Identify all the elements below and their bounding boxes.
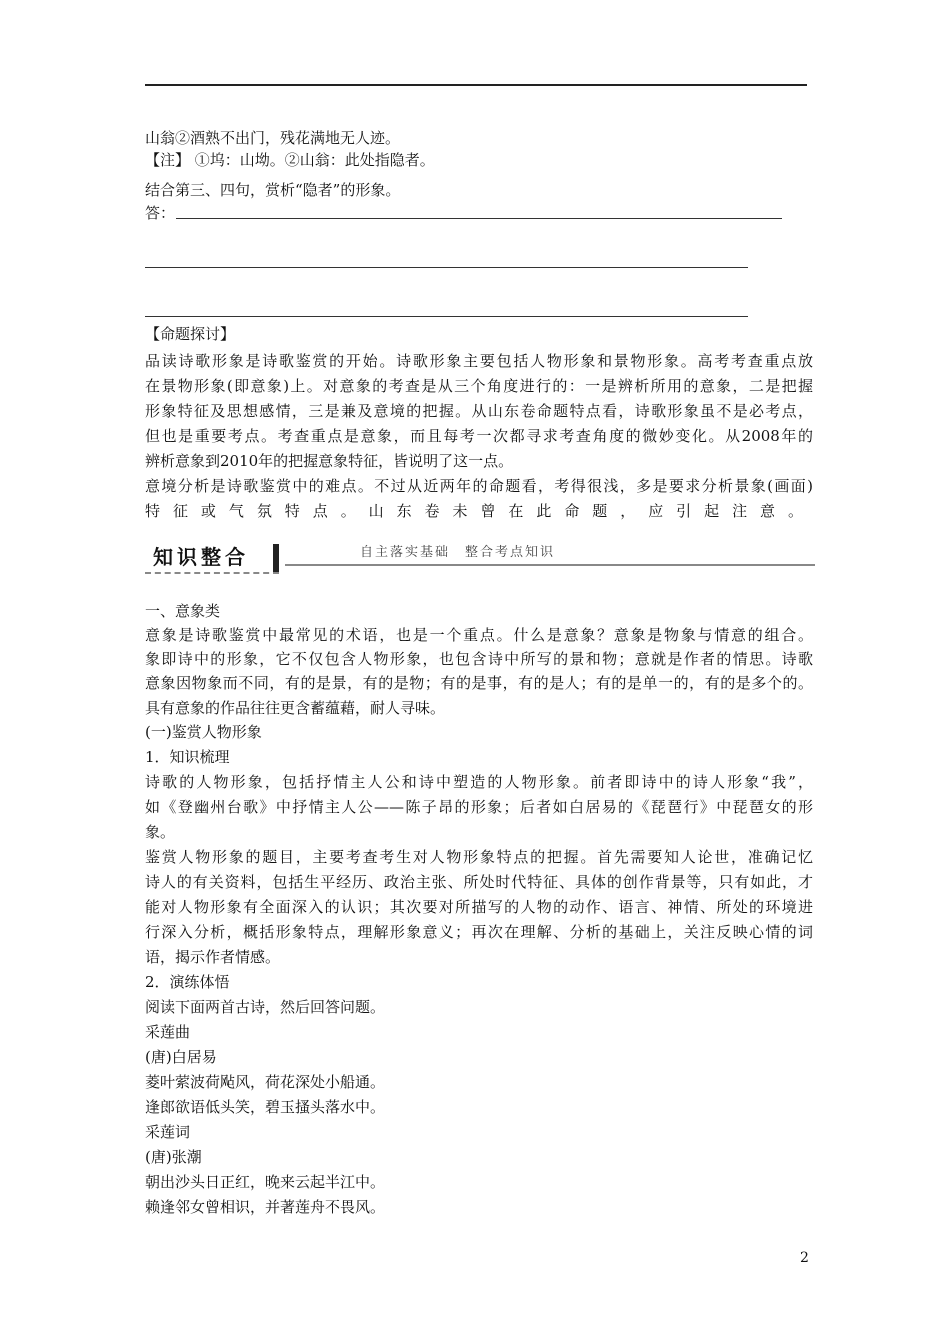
discussion-line: 辨析意象到2010年的把握意象特征，皆说明了这一点。 <box>145 452 514 470</box>
body-line: 诗歌的人物形象，包括抒情主人公和诗中塑造的人物形象。前者即诗中的诗人形象“我”， <box>145 773 813 791</box>
answer-line-1[interactable] <box>176 218 782 219</box>
banner-subtitle: 自主落实基础 整合考点知识 <box>360 545 556 560</box>
poem-last-line: 山翁②酒熟不出门，残花满地无人迹。 <box>145 129 401 147</box>
banner-bar <box>273 544 279 572</box>
body-line: 象即诗中的形象，它不仅包含人物形象，也包含诗中所写的景和物；意就是作者的情思。诗歌 <box>145 650 813 668</box>
poem-title: 采莲词 <box>145 1123 191 1141</box>
poem-author: (唐)张潮 <box>145 1148 202 1166</box>
poem-line: 朝出沙头日正红，晚来云起半江中。 <box>145 1173 386 1191</box>
body-line: 具有意象的作品往往更含蓄蕴藉，耐人寻味。 <box>145 699 446 717</box>
header-rule <box>145 84 807 86</box>
discussion-line: 但也是重要考点。考查重点是意象，而且每考一次都寻求考查角度的微妙变化。从2008年的 <box>145 427 813 445</box>
body-line: 阅读下面两首古诗，然后回答问题。 <box>145 998 386 1016</box>
body-line: 鉴赏人物形象的题目，主要考查考生对人物形象特点的把握。首先需要知人论世，准确记忆 <box>145 848 813 866</box>
banner-title: 知识整合 <box>145 542 281 572</box>
body-line: 诗人的有关资料，包括生平经历、政治主张、所处时代特征、具体的创作背景等，只有如此，才 <box>145 873 813 891</box>
body-line: 2．演练体悟 <box>145 973 230 991</box>
banner-rule <box>285 564 815 566</box>
discussion-line: 形象特征及思想感情，三是兼及意境的把握。从山东卷命题特点看，诗歌形象虽不是必考点， <box>145 402 813 420</box>
section-banner <box>145 542 815 576</box>
body-line: 能对人物形象有全面深入的认识；其次要对所描写的人物的动作、语言、神情、所处的环境进 <box>145 898 813 916</box>
discussion-line: 特征或气氛特点。山东卷未曾在此命题，应引起注意。 <box>145 502 813 520</box>
body-line: 意象是诗歌鉴赏中最常见的术语，也是一个重点。什么是意象？意象是物象与情意的组合。 <box>145 626 813 644</box>
body-line: 语，揭示作者情感。 <box>145 948 281 966</box>
discussion-heading: 【命题探讨】 <box>145 325 236 343</box>
poem-title: 采莲曲 <box>145 1023 191 1041</box>
body-line: 行深入分析，概括形象特点，理解形象意义；再次在理解、分析的基础上，关注反映心情的词 <box>145 923 813 941</box>
page-number: 2 <box>800 1250 809 1266</box>
poem-line: 赖逢邻女曾相识，并著莲舟不畏风。 <box>145 1198 386 1216</box>
answer-line-2[interactable] <box>145 267 748 268</box>
poem-line: 逢郎欲语低头笑，碧玉搔头落水中。 <box>145 1098 386 1116</box>
body-line: (一)鉴赏人物形象 <box>145 723 262 741</box>
question-text: 结合第三、四句，赏析“隐者”的形象。 <box>145 181 401 199</box>
body-line: 象。 <box>145 823 176 841</box>
discussion-line: 在景物形象(即意象)上。对意象的考查是从三个角度进行的：一是辨析所用的意象，二是把握 <box>145 377 813 395</box>
poem-author: (唐)白居易 <box>145 1048 217 1066</box>
answer-label: 答： <box>145 204 176 222</box>
answer-line-3[interactable] <box>145 316 748 317</box>
discussion-line: 品读诗歌形象是诗歌鉴赏的开始。诗歌形象主要包括人物形象和景物形象。高考考查重点放 <box>145 352 813 370</box>
poem-note: 【注】 ①坞：山坳。②山翁：此处指隐者。 <box>145 151 435 169</box>
body-line: 1．知识梳理 <box>145 748 230 766</box>
discussion-line: 意境分析是诗歌鉴赏中的难点。不过从近两年的命题看，考得很浅，多是要求分析景象(画面) <box>145 477 813 495</box>
body-line: 一、意象类 <box>145 602 221 620</box>
poem-line: 菱叶萦波荷飐风，荷花深处小船通。 <box>145 1073 386 1091</box>
body-line: 如《登幽州台歌》中抒情主人公——陈子昂的形象；后者如白居易的《琵琶行》中琵琶女的形 <box>145 798 813 816</box>
body-line: 意象因物象而不同，有的是景，有的是物；有的是事，有的是人；有的是单一的，有的是多个的。 <box>145 674 813 692</box>
